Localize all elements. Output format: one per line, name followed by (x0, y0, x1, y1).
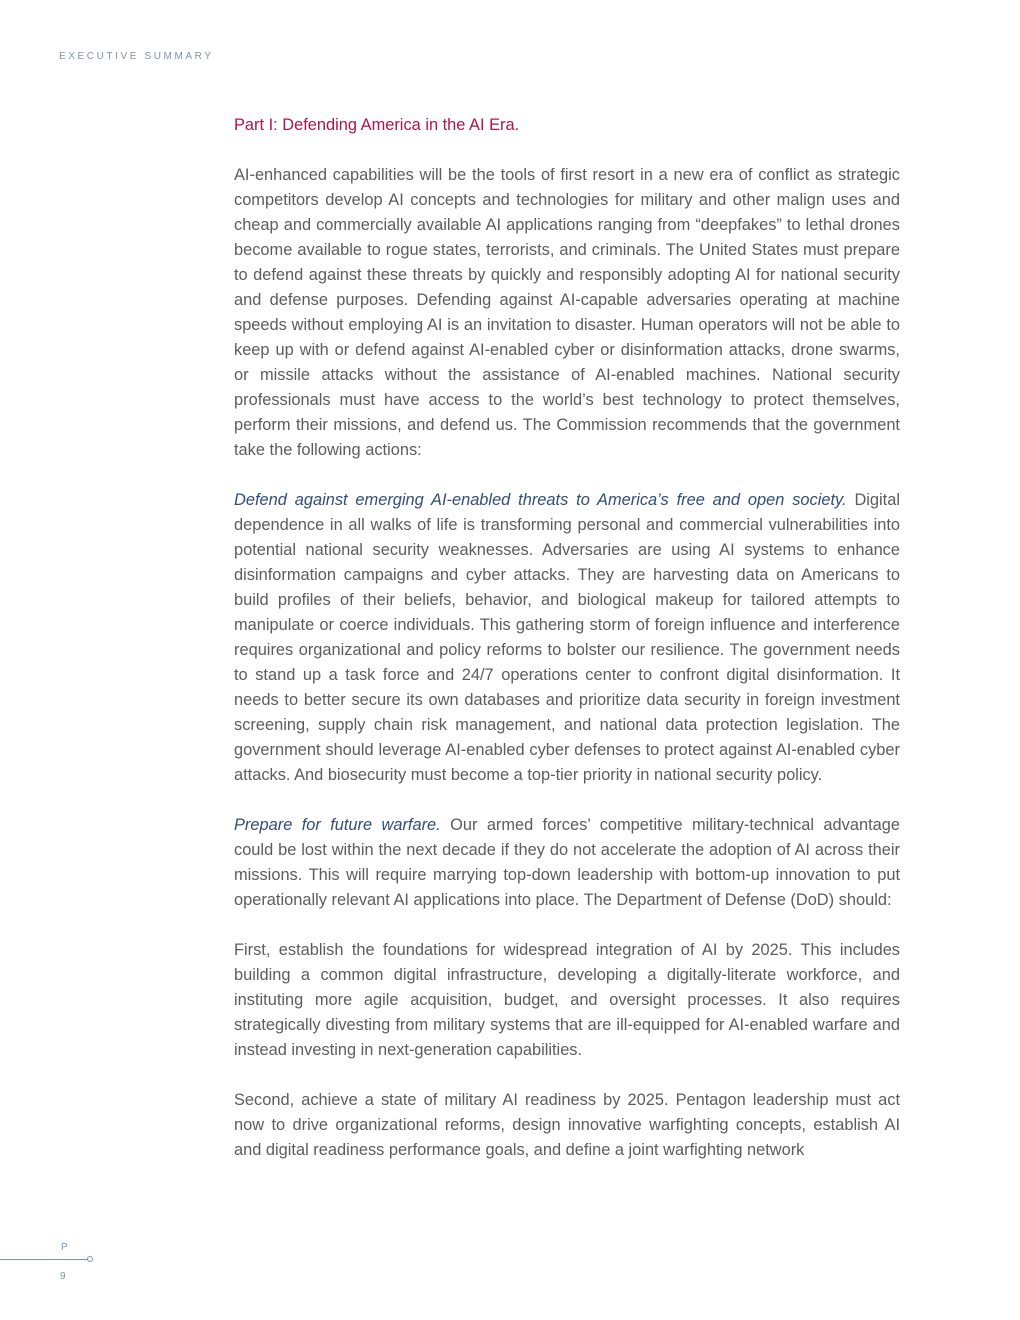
prepare-paragraph (234, 813, 900, 913)
page-label: P (61, 1242, 68, 1253)
intro-paragraph: AI-enhanced capabilities will be the tools of first resort in a new era of conflict as strategic competitors develop AI concepts and technologies for military and other malign uses and cheap and commercially available AI applications ranging from “deepfakes” to lethal drones become available to rogue states, terrorists, and criminals. The United States must prepare to defend against these threats by quickly and responsibly adopting AI for national security and defense purposes. Defending against AI-capable adversaries operating at machine speeds without employing AI is an invitation to disaster. Human operators will not be able to keep up with or defend against AI-enabled cyber or disinformation attacks, drone swarms, or missile attacks without the assistance of AI-enabled machines. National security professionals must have access to the world’s best technology to protect themselves, perform their missions, and defend us. The Commission recommends that the government take the following actions: (234, 166, 900, 459)
first-paragraph: First, establish the foundations for widespread integration of AI by 2025. This includes building a common digital infrastructure, developing a digitally-literate workforce, and instituting more agile acquisition, budget, and oversight processes. It also requires strategically divesting from military systems that are ill-equipped for AI-enabled warfare and instead investing in next-generation capabilities. (234, 941, 900, 1059)
prepare-body: Our armed forces’ competitive military-technical advantage could be lost within the next decade if they do not accelerate the adoption of AI across their missions. This will require marrying top-down leadership with bottom-up innovation to put operationally relevant AI applications into place. The Department of Defense (DoD) should: (234, 816, 900, 909)
section-heading: Part I: Defending America in the AI Era. (234, 116, 520, 134)
footer-divider-dot (87, 1256, 93, 1262)
page-number: 9 (60, 1271, 66, 1282)
footer-divider (0, 1259, 88, 1260)
defend-lead: Defend against emerging AI-enabled threats to America’s free and open society. (234, 491, 847, 509)
defend-paragraph (234, 488, 900, 788)
prepare-lead: Prepare for future warfare. (234, 816, 441, 834)
second-paragraph: Second, achieve a state of military AI readiness by 2025. Pentagon leadership must act now to drive organizational reforms, design innovative warfighting concepts, establish AI and digital readiness performance goals, and define a joint warfighting network (234, 1091, 900, 1159)
page-body (234, 113, 900, 1188)
defend-body: Digital dependence in all walks of life is transforming personal and commercial vulnerabilities into potential national security weaknesses. Adversaries are using AI systems to enhance disinformation campaigns and cyber attacks. They are harvesting data on Americans to build profiles of their beliefs, behavior, and biological makeup for tailored attempts to manipulate or coerce individuals. This gathering storm of foreign influence and interference requires organizational and policy reforms to bolster our resilience. The government needs to stand up a task force and 24/7 operations center to confront digital disinformation. It needs to better secure its own databases and prioritize data security in foreign investment screening, supply chain risk management, and national data protection legislation. The government should leverage AI-enabled cyber defenses to protect against AI-enabled cyber attacks. And biosecurity must become a top-tier priority in national security policy. (234, 491, 900, 784)
running-header: EXECUTIVE SUMMARY (59, 51, 214, 62)
